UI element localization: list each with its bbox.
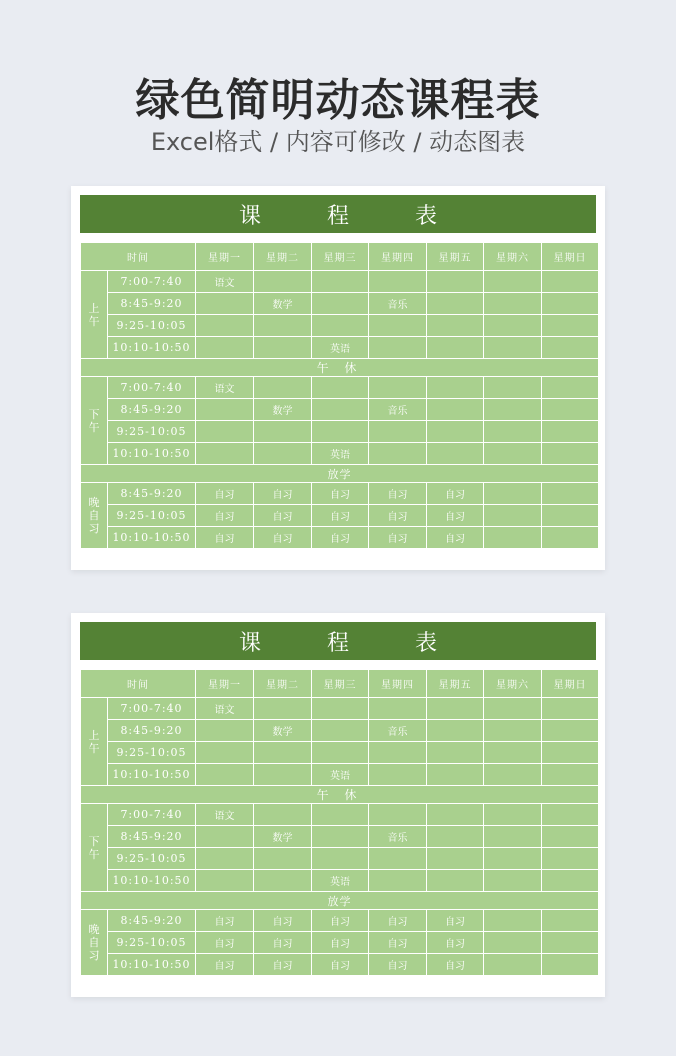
class-cell[interactable]: 自习 (196, 483, 254, 505)
table-row (81, 293, 599, 315)
class-cell[interactable] (369, 870, 427, 892)
class-cell[interactable]: 自习 (254, 954, 312, 976)
class-cell[interactable] (484, 932, 542, 954)
class-cell[interactable] (312, 698, 369, 720)
table-row (81, 932, 599, 954)
period-label[interactable]: 下 午 (81, 804, 108, 892)
break-label[interactable]: 放学 (81, 892, 599, 910)
day-header[interactable]: 星期四 (369, 670, 427, 698)
class-cell[interactable] (542, 720, 599, 742)
table-row (81, 377, 599, 399)
class-cell[interactable]: 自习 (254, 910, 312, 932)
class-cell[interactable] (484, 399, 542, 421)
table-row (81, 527, 599, 549)
class-cell[interactable] (427, 337, 484, 359)
class-cell[interactable] (369, 742, 427, 764)
table-row (81, 337, 599, 359)
class-cell[interactable] (369, 443, 427, 465)
class-cell[interactable] (542, 443, 599, 465)
period-label[interactable]: 下 午 (81, 377, 108, 465)
time-slot[interactable]: 7:00-7:40 (108, 804, 196, 826)
table-row (81, 421, 599, 443)
class-cell[interactable]: 自习 (196, 910, 254, 932)
class-cell[interactable] (369, 337, 427, 359)
class-cell[interactable]: 自习 (369, 932, 427, 954)
class-cell[interactable] (254, 315, 312, 337)
class-cell[interactable]: 自习 (369, 505, 427, 527)
class-cell[interactable]: 自习 (427, 932, 484, 954)
time-slot[interactable]: 10:10-10:50 (108, 443, 196, 465)
class-cell[interactable]: 自习 (369, 910, 427, 932)
class-cell[interactable] (369, 421, 427, 443)
class-cell[interactable] (312, 293, 369, 315)
class-cell[interactable]: 数学 (254, 826, 312, 848)
class-cell[interactable]: 自习 (369, 483, 427, 505)
class-cell[interactable]: 自习 (312, 932, 369, 954)
class-cell[interactable] (542, 826, 599, 848)
class-cell[interactable] (542, 293, 599, 315)
table-row (81, 848, 599, 870)
schedule-card (71, 186, 605, 570)
class-cell[interactable] (254, 742, 312, 764)
table-row (81, 315, 599, 337)
time-slot[interactable]: 7:00-7:40 (108, 271, 196, 293)
table-row (81, 870, 599, 892)
class-cell[interactable] (427, 698, 484, 720)
class-cell[interactable] (312, 826, 369, 848)
class-cell[interactable] (484, 505, 542, 527)
class-cell[interactable] (196, 764, 254, 786)
class-cell[interactable] (196, 870, 254, 892)
class-cell[interactable] (427, 377, 484, 399)
class-cell[interactable] (542, 848, 599, 870)
class-cell[interactable] (542, 271, 599, 293)
day-header[interactable]: 星期一 (196, 670, 254, 698)
time-slot[interactable]: 7:00-7:40 (108, 377, 196, 399)
class-cell[interactable] (542, 932, 599, 954)
class-cell[interactable] (427, 826, 484, 848)
class-cell[interactable] (542, 505, 599, 527)
class-cell[interactable]: 自习 (254, 505, 312, 527)
time-slot[interactable]: 8:45-9:20 (108, 826, 196, 848)
class-cell[interactable]: 自习 (254, 483, 312, 505)
break-label[interactable]: 午 休 (81, 786, 599, 804)
class-cell[interactable] (369, 271, 427, 293)
time-slot[interactable]: 8:45-9:20 (108, 910, 196, 932)
class-cell[interactable] (484, 293, 542, 315)
class-cell[interactable] (196, 720, 254, 742)
class-cell[interactable] (484, 720, 542, 742)
hero-subtitle: Excel格式 / 内容可修改 / 动态图表 (150, 128, 526, 156)
day-header[interactable]: 星期二 (254, 243, 312, 271)
time-slot[interactable]: 10:10-10:50 (108, 764, 196, 786)
class-cell[interactable] (484, 337, 542, 359)
class-cell[interactable] (196, 443, 254, 465)
class-cell[interactable]: 英语 (312, 764, 369, 786)
class-cell[interactable] (484, 910, 542, 932)
class-cell[interactable] (369, 315, 427, 337)
class-cell[interactable] (484, 315, 542, 337)
table-row (81, 910, 599, 932)
class-cell[interactable]: 自习 (427, 527, 484, 549)
day-header[interactable]: 星期一 (196, 243, 254, 271)
schedule-title: 课 程 表 (80, 195, 596, 233)
schedule-table (80, 669, 599, 976)
class-cell[interactable] (542, 399, 599, 421)
class-cell[interactable]: 自习 (312, 954, 369, 976)
time-slot[interactable]: 9:25-10:05 (108, 505, 196, 527)
period-label[interactable]: 晚 自 习 (81, 910, 108, 976)
class-cell[interactable]: 语文 (196, 377, 254, 399)
time-slot[interactable]: 9:25-10:05 (108, 315, 196, 337)
class-cell[interactable] (542, 527, 599, 549)
class-cell[interactable] (484, 870, 542, 892)
break-label[interactable]: 午 休 (81, 359, 599, 377)
class-cell[interactable] (312, 271, 369, 293)
class-cell[interactable]: 自习 (254, 527, 312, 549)
class-cell[interactable] (427, 870, 484, 892)
class-cell[interactable]: 英语 (312, 443, 369, 465)
class-cell[interactable] (369, 698, 427, 720)
class-cell[interactable]: 自习 (427, 954, 484, 976)
time-slot[interactable]: 10:10-10:50 (108, 337, 196, 359)
day-header[interactable]: 星期六 (484, 243, 542, 271)
day-header[interactable]: 星期五 (427, 243, 484, 271)
class-cell[interactable]: 语文 (196, 804, 254, 826)
class-cell[interactable] (196, 742, 254, 764)
class-cell[interactable] (312, 421, 369, 443)
class-cell[interactable] (427, 399, 484, 421)
table-row (81, 826, 599, 848)
class-cell[interactable]: 自习 (196, 527, 254, 549)
class-cell[interactable]: 音乐 (369, 293, 427, 315)
time-slot[interactable]: 9:25-10:05 (108, 421, 196, 443)
period-label[interactable]: 上 午 (81, 271, 108, 359)
day-header[interactable]: 星期三 (312, 670, 369, 698)
class-cell[interactable]: 音乐 (369, 826, 427, 848)
class-cell[interactable] (196, 399, 254, 421)
class-cell[interactable] (196, 848, 254, 870)
class-cell[interactable] (312, 377, 369, 399)
class-cell[interactable]: 语文 (196, 698, 254, 720)
class-cell[interactable] (542, 377, 599, 399)
class-cell[interactable]: 自习 (196, 954, 254, 976)
separator-row (81, 359, 599, 377)
class-cell[interactable]: 数学 (254, 720, 312, 742)
table-row (81, 954, 599, 976)
class-cell[interactable] (312, 315, 369, 337)
day-header[interactable]: 星期四 (369, 243, 427, 271)
class-cell[interactable]: 音乐 (369, 720, 427, 742)
class-cell[interactable]: 自习 (312, 505, 369, 527)
class-cell[interactable] (542, 483, 599, 505)
schedule-card (71, 613, 605, 997)
class-cell[interactable] (427, 443, 484, 465)
table-row (81, 720, 599, 742)
time-slot[interactable]: 10:10-10:50 (108, 527, 196, 549)
class-cell[interactable] (427, 804, 484, 826)
day-header[interactable]: 星期六 (484, 670, 542, 698)
time-slot[interactable]: 8:45-9:20 (108, 483, 196, 505)
class-cell[interactable] (196, 337, 254, 359)
class-cell[interactable]: 自习 (254, 932, 312, 954)
class-cell[interactable] (542, 698, 599, 720)
class-cell[interactable] (484, 377, 542, 399)
class-cell[interactable]: 英语 (312, 870, 369, 892)
class-cell[interactable] (484, 742, 542, 764)
time-header[interactable]: 时间 (81, 670, 196, 698)
class-cell[interactable] (254, 870, 312, 892)
class-cell[interactable] (312, 742, 369, 764)
class-cell[interactable] (542, 764, 599, 786)
class-cell[interactable]: 自习 (312, 910, 369, 932)
table-row (81, 804, 599, 826)
class-cell[interactable] (196, 421, 254, 443)
break-label[interactable]: 放学 (81, 465, 599, 483)
time-slot[interactable]: 8:45-9:20 (108, 720, 196, 742)
class-cell[interactable]: 自习 (196, 505, 254, 527)
table-row (81, 764, 599, 786)
time-slot[interactable]: 8:45-9:20 (108, 399, 196, 421)
class-cell[interactable] (484, 826, 542, 848)
class-cell[interactable] (484, 954, 542, 976)
class-cell[interactable] (427, 720, 484, 742)
time-slot[interactable]: 9:25-10:05 (108, 848, 196, 870)
class-cell[interactable]: 自习 (427, 505, 484, 527)
day-header[interactable]: 星期二 (254, 670, 312, 698)
class-cell[interactable] (484, 271, 542, 293)
day-header[interactable]: 星期日 (542, 243, 599, 271)
class-cell[interactable] (427, 315, 484, 337)
class-cell[interactable] (254, 848, 312, 870)
table-row (81, 443, 599, 465)
class-cell[interactable] (484, 764, 542, 786)
class-cell[interactable] (312, 399, 369, 421)
time-slot[interactable]: 10:10-10:50 (108, 954, 196, 976)
time-slot[interactable]: 9:25-10:05 (108, 932, 196, 954)
class-cell[interactable]: 数学 (254, 399, 312, 421)
class-cell[interactable]: 语文 (196, 271, 254, 293)
class-cell[interactable] (484, 527, 542, 549)
class-cell[interactable] (196, 315, 254, 337)
class-cell[interactable]: 自习 (369, 527, 427, 549)
class-cell[interactable] (542, 954, 599, 976)
class-cell[interactable]: 数学 (254, 293, 312, 315)
day-header[interactable]: 星期三 (312, 243, 369, 271)
class-cell[interactable] (427, 293, 484, 315)
class-cell[interactable] (254, 698, 312, 720)
class-cell[interactable]: 音乐 (369, 399, 427, 421)
class-cell[interactable] (542, 315, 599, 337)
header-row (81, 670, 599, 698)
class-cell[interactable] (312, 804, 369, 826)
table-row (81, 399, 599, 421)
schedule-table (80, 242, 599, 549)
class-cell[interactable] (196, 293, 254, 315)
class-cell[interactable] (254, 377, 312, 399)
class-cell[interactable] (427, 764, 484, 786)
period-label[interactable]: 上 午 (81, 698, 108, 786)
class-cell[interactable] (427, 742, 484, 764)
class-cell[interactable] (542, 804, 599, 826)
time-slot[interactable]: 9:25-10:05 (108, 742, 196, 764)
class-cell[interactable] (369, 804, 427, 826)
table-row (81, 698, 599, 720)
separator-row (81, 465, 599, 483)
class-cell[interactable] (542, 870, 599, 892)
day-header[interactable]: 星期日 (542, 670, 599, 698)
class-cell[interactable] (196, 826, 254, 848)
class-cell[interactable] (369, 848, 427, 870)
class-cell[interactable] (484, 804, 542, 826)
table-row (81, 742, 599, 764)
class-cell[interactable] (369, 764, 427, 786)
class-cell[interactable]: 英语 (312, 337, 369, 359)
class-cell[interactable] (542, 421, 599, 443)
day-header[interactable]: 星期五 (427, 670, 484, 698)
class-cell[interactable] (542, 910, 599, 932)
schedule-title: 课 程 表 (80, 622, 596, 660)
class-cell[interactable] (254, 804, 312, 826)
class-cell[interactable] (427, 271, 484, 293)
class-cell[interactable] (484, 848, 542, 870)
class-cell[interactable]: 自习 (312, 527, 369, 549)
table-row (81, 505, 599, 527)
table-row (81, 483, 599, 505)
time-header[interactable]: 时间 (81, 243, 196, 271)
class-cell[interactable] (484, 483, 542, 505)
class-cell[interactable] (254, 337, 312, 359)
class-cell[interactable] (484, 443, 542, 465)
class-cell[interactable] (484, 421, 542, 443)
class-cell[interactable] (254, 271, 312, 293)
class-cell[interactable]: 自习 (427, 483, 484, 505)
separator-row (81, 786, 599, 804)
class-cell[interactable] (427, 848, 484, 870)
class-cell[interactable] (369, 377, 427, 399)
class-cell[interactable] (254, 443, 312, 465)
time-slot[interactable]: 7:00-7:40 (108, 698, 196, 720)
period-label[interactable]: 晚 自 习 (81, 483, 108, 549)
time-slot[interactable]: 8:45-9:20 (108, 293, 196, 315)
class-cell[interactable] (484, 698, 542, 720)
class-cell[interactable] (312, 720, 369, 742)
header-row (81, 243, 599, 271)
separator-row (81, 892, 599, 910)
class-cell[interactable]: 自习 (427, 910, 484, 932)
class-cell[interactable]: 自习 (369, 954, 427, 976)
time-slot[interactable]: 10:10-10:50 (108, 870, 196, 892)
class-cell[interactable]: 自习 (312, 483, 369, 505)
table-row (81, 271, 599, 293)
class-cell[interactable]: 自习 (196, 932, 254, 954)
class-cell[interactable] (254, 421, 312, 443)
class-cell[interactable] (542, 742, 599, 764)
hero-title: 绿色简明动态课程表 (135, 75, 541, 126)
class-cell[interactable] (427, 421, 484, 443)
class-cell[interactable] (254, 764, 312, 786)
class-cell[interactable] (542, 337, 599, 359)
class-cell[interactable] (312, 848, 369, 870)
